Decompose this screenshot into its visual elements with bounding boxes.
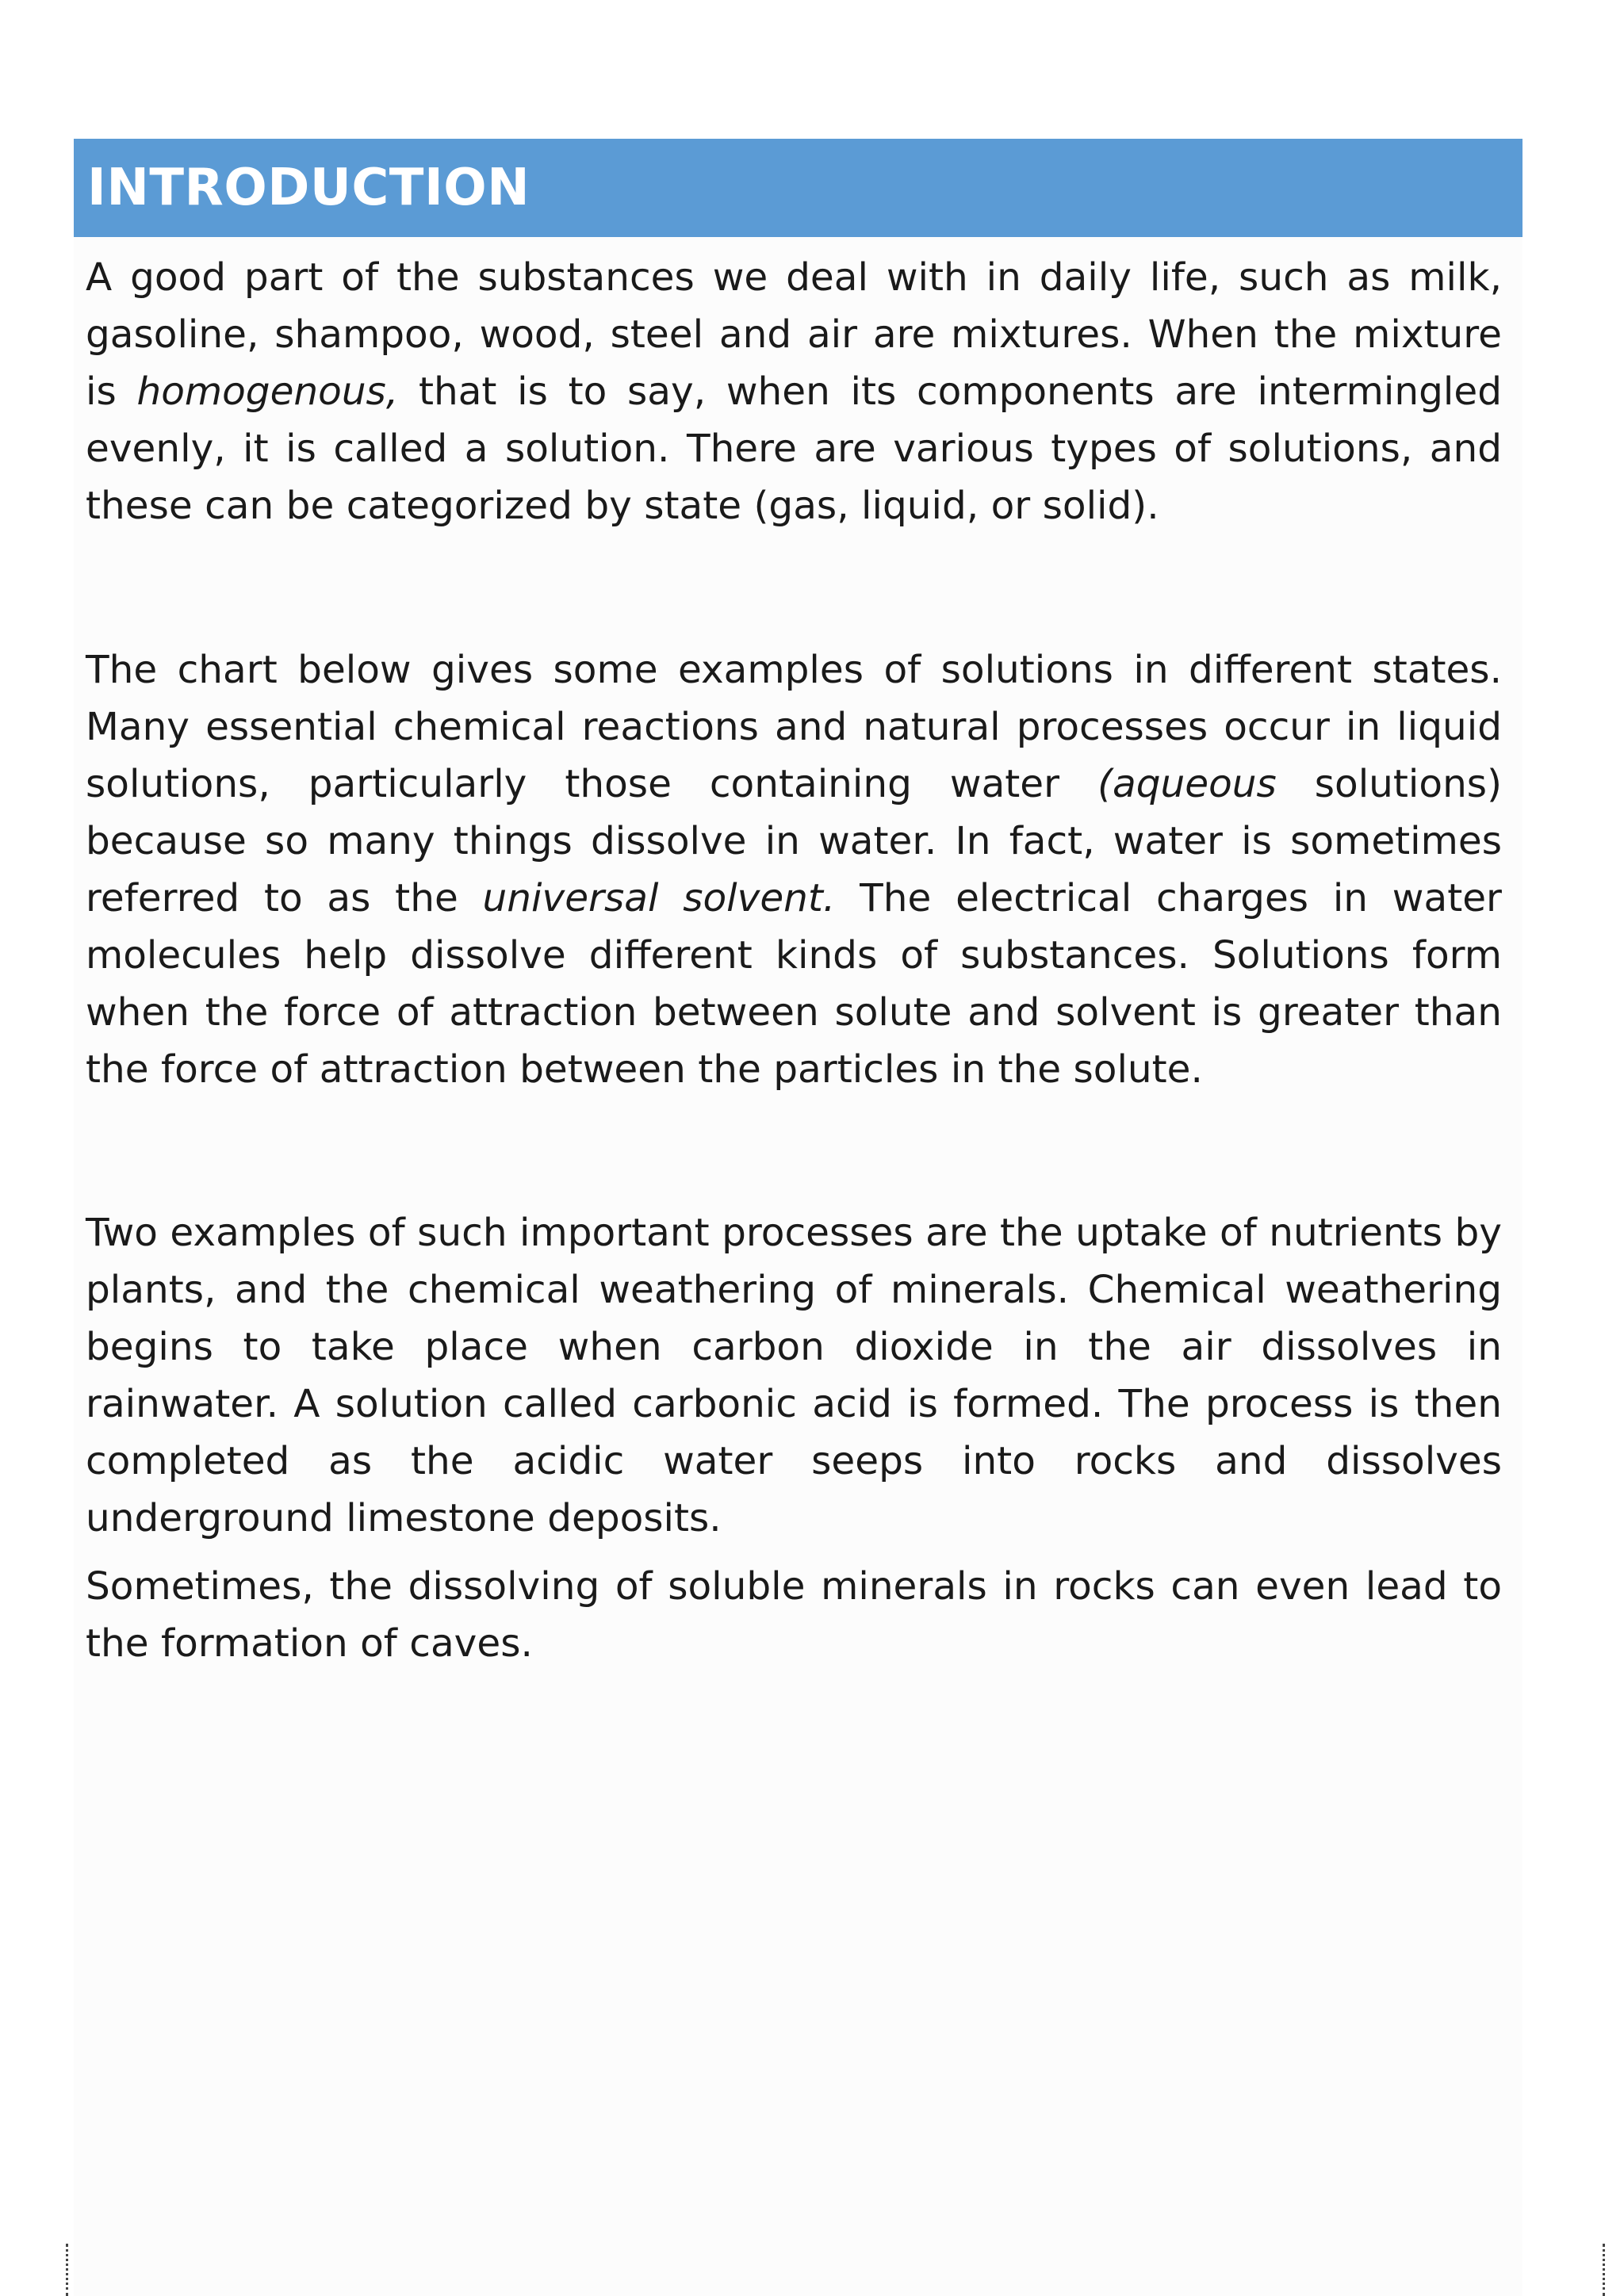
italic-term-aqueous: (aqueous: [1097, 762, 1277, 806]
italic-term-homogenous: homogenous,: [136, 369, 399, 414]
paragraph-text: A good part of the substances we deal with in daily life, such as milk, gasoline, shampoo, wood, steel and air are mixtures. When the mixture is: [86, 255, 1502, 414]
section-title: INTRODUCTION: [87, 159, 530, 217]
paragraph-aqueous-solutions: [86, 641, 1502, 1098]
left-dotted-rule: [66, 2244, 68, 2296]
italic-term-universal-solvent: universal solvent.: [482, 876, 836, 920]
section-header: [74, 139, 1522, 237]
right-dotted-rule: [1603, 2244, 1605, 2296]
paragraph-cave-formation: Sometimes, the dissolving of soluble minerals in rocks can even lead to the formation of caves.: [86, 1564, 1502, 1666]
paragraph-text: that is to say, when its components are intermingled evenly, it is called a solution. There are various types of solutions, and these can be categorized by state (gas, liquid, or solid).: [86, 369, 1502, 528]
paragraph-chemical-weathering: Two examples of such important processes are the uptake of nutrients by plants, and the chemical weathering of minerals. Chemical weathering begins to take place when carbon dioxide in the air dissolves in rainwater. A solution called carbonic acid is formed. The process is then completed as the acidic water seeps into rocks and dissolves underground limestone deposits.: [86, 1211, 1502, 1540]
paragraph-text: solutions) because so many things dissolve in water. In fact, water is sometimes referred to as the: [86, 762, 1502, 920]
paragraph-solutions-definition: [86, 249, 1502, 534]
paragraph-text: The electrical charges in water molecules help dissolve different kinds of substances. Solutions form when the force of attraction between solute and solvent is greater than the force of attraction between the particles in the solute.: [86, 876, 1502, 1092]
paragraph-text: The chart below gives some examples of solutions in different states. Many essential chemical reactions and natural processes occur in liquid solutions, particularly those containing water: [86, 648, 1502, 806]
